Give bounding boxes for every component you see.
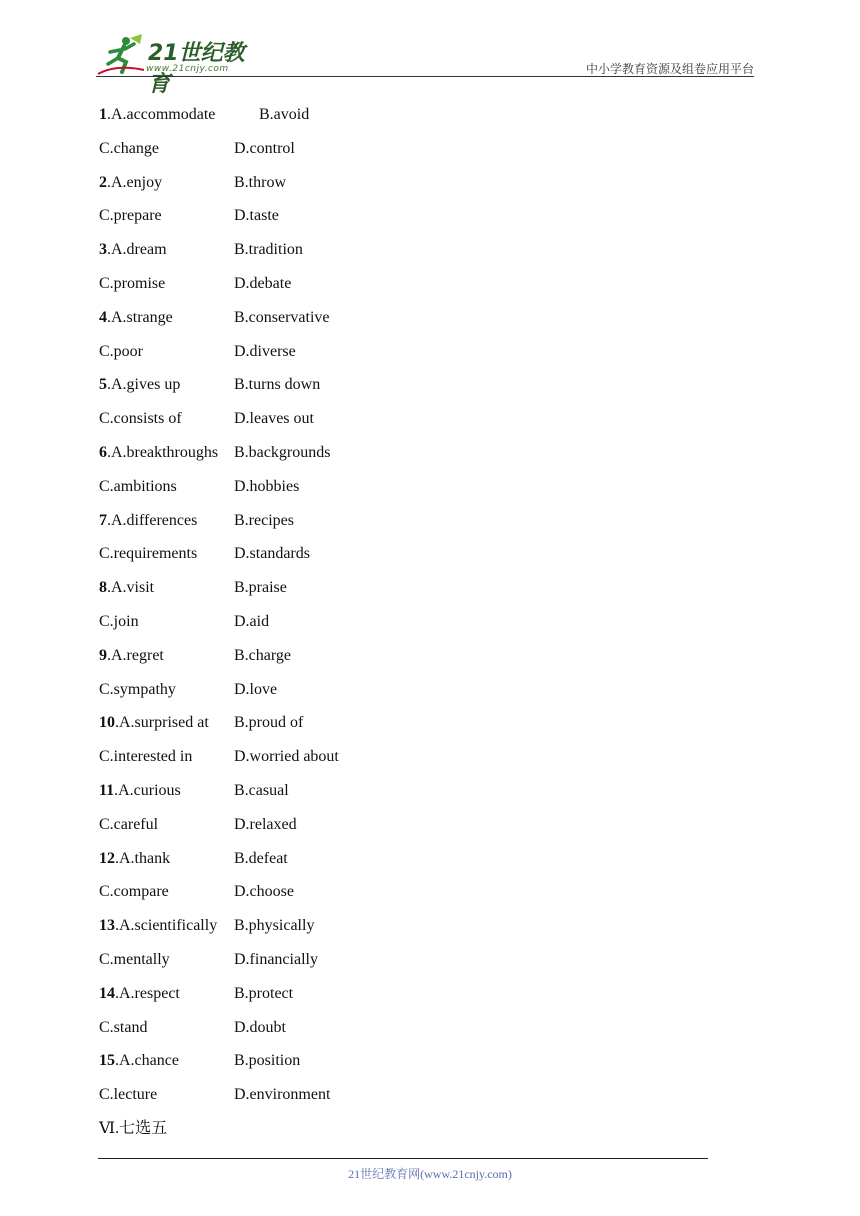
logo-url: www.21cnjy.com [146,64,229,74]
option-d: D.worried about [234,748,339,766]
option-b: B.praise [234,579,287,597]
logo-title: 21世纪教育 [148,41,245,97]
question-number: 3 [99,241,107,259]
option-d: D.relaxed [234,815,297,833]
option-a [99,237,167,263]
question-number: 1 [99,106,107,123]
question-number: 13 [99,917,115,935]
option-c: C.change [99,139,159,157]
question-number: 7 [99,511,107,529]
footer-text[interactable]: 21世纪教育网(www.21cnjy.com) [348,1167,512,1181]
option-b: B.backgrounds [234,443,331,461]
option-c: C.interested in [99,748,193,766]
option-d: D.leaves out [234,410,314,428]
page-header [96,30,754,97]
question-number: 14 [99,984,115,1002]
option-c: C.prepare [99,207,162,225]
option-a [99,170,162,196]
option-a [99,372,180,398]
option-a-text: .A.strange [107,308,173,326]
question-number: 9 [99,646,107,664]
section-heading: Ⅵ.七选五 [99,1120,168,1137]
option-d: D.control [234,139,295,157]
option-b: B.turns down [234,376,321,394]
option-c: C.sympathy [99,680,176,698]
option-d: D.diverse [234,342,296,360]
option-a [99,913,217,939]
site-logo[interactable] [96,34,266,97]
option-c: C.compare [99,883,169,901]
option-a [99,778,181,804]
option-d: D.environment [234,1086,331,1104]
option-b: B.protect [234,984,294,1002]
option-a [99,1048,179,1074]
option-a [99,643,164,669]
option-a-text: .A.curious [114,781,181,799]
option-a [99,102,215,128]
option-b: B.position [234,1052,301,1070]
option-d: D.doubt [234,1018,286,1036]
option-a-text: .A.scientifically [115,917,218,935]
option-c: C.promise [99,274,166,292]
option-b: B.charge [234,646,292,664]
option-a [99,710,209,736]
question-number: 6 [99,443,107,461]
option-d: D.hobbies [234,477,300,495]
option-b: B.defeat [234,849,288,867]
option-b: B.conservative [234,308,330,326]
option-b: B.tradition [234,241,303,259]
option-c: C.requirements [99,545,198,563]
option-a [99,846,170,872]
option-a [99,575,154,601]
option-b: B.casual [234,781,289,799]
option-a-text: .A.chance [115,1052,179,1070]
option-c: C.ambitions [99,477,177,495]
option-a-text: .A.accommodate [107,106,216,123]
option-c: C.mentally [99,950,170,968]
option-d: D.debate [234,274,292,292]
option-a-text: .A.enjoy [107,173,163,191]
option-a-text: .A.breakthroughs [107,443,219,461]
option-a [99,508,197,534]
option-d: D.standards [234,545,310,563]
option-c: C.stand [99,1018,148,1036]
header-platform-text: 中小学教育资源及组卷应用平台 [585,62,754,76]
option-a [99,305,173,331]
option-b: B.throw [234,173,286,191]
option-a-text: .A.respect [115,984,180,1002]
option-c: C.consists of [99,410,182,428]
option-d: D.love [234,680,278,698]
option-a [99,981,180,1007]
question-number: 12 [99,849,115,867]
option-b: B.avoid [259,106,310,123]
option-d: D.taste [234,207,279,225]
option-b: B.recipes [234,511,294,529]
option-a-text: .A.surprised at [115,714,209,732]
option-a-text: .A.differences [107,511,198,529]
question-number: 2 [99,173,107,191]
option-a-text: .A.thank [115,849,171,867]
question-number: 15 [99,1052,115,1070]
question-number: 8 [99,579,107,597]
option-c: C.poor [99,342,143,360]
option-b: B.physically [234,917,315,935]
question-number: 10 [99,714,115,732]
option-a-text: .A.regret [107,646,164,664]
option-a-text: .A.dream [107,241,167,259]
option-d: D.financially [234,950,318,968]
option-d: D.aid [234,612,270,630]
option-d: D.choose [234,883,294,901]
option-c: C.join [99,612,139,630]
question-number: 5 [99,376,107,394]
option-c: C.lecture [99,1086,158,1104]
option-c: C.careful [99,815,159,833]
question-number: 11 [99,781,115,799]
header-divider [96,76,754,77]
runner-logo-icon [96,34,148,76]
option-a [99,440,218,466]
option-a-text: .A.visit [107,579,155,597]
option-b: B.proud of [234,714,304,732]
question-number: 4 [99,308,107,326]
footer-divider [98,1158,708,1159]
option-a-text: .A.gives up [107,376,181,394]
